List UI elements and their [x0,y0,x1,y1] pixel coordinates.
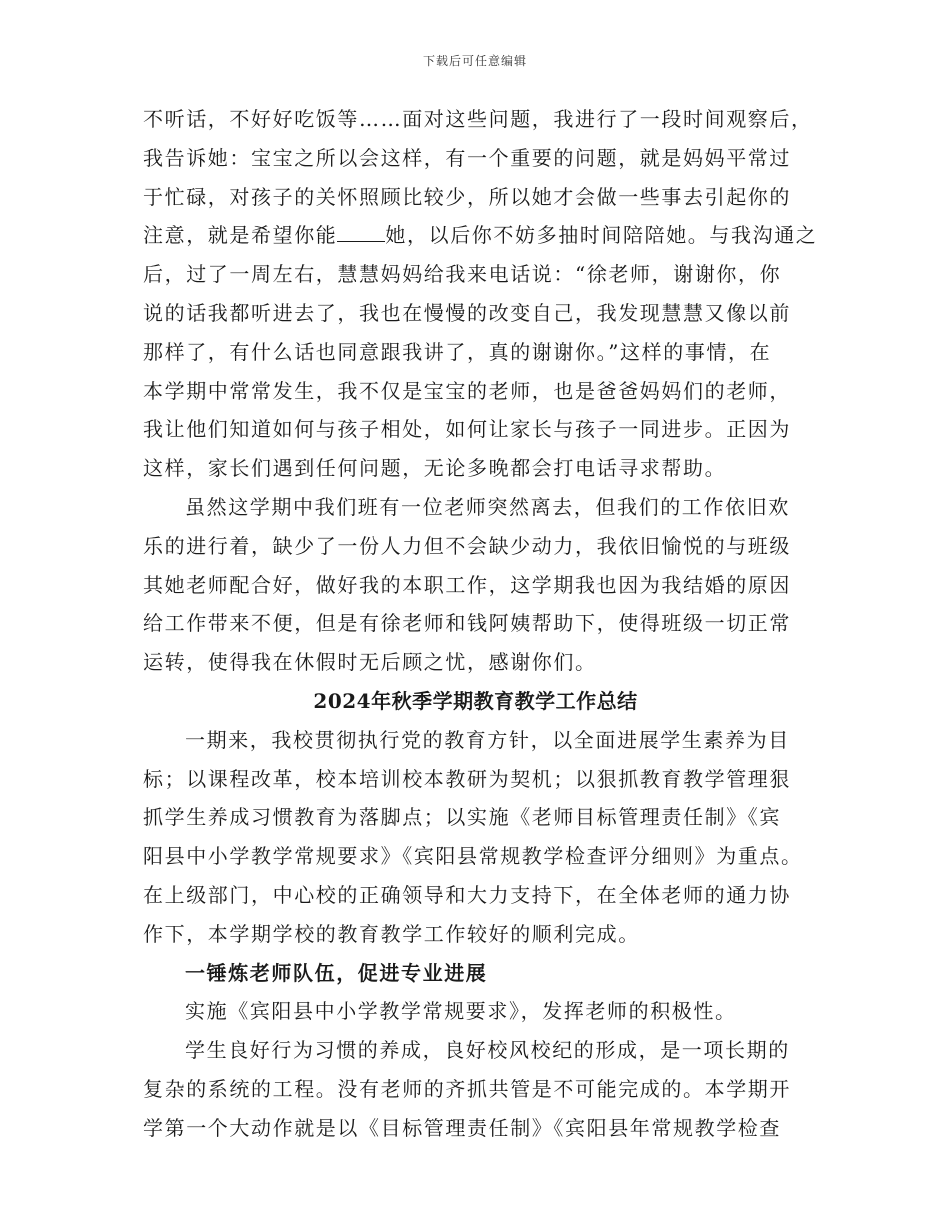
document-body [143,100,818,1148]
text-line: 于忙碌，对孩子的关怀照顾比较少，所以她才会做一些事去引起你的 [143,184,791,209]
paragraph-start-line: 虽然这学期中我们班有一位老师突然离去，但我们的工作依旧欢 [185,494,790,519]
page-header: 下载后可任意编辑 [422,54,527,68]
paragraph-start-line: 一期来，我校贯彻执行党的教育方针，以全面进展学生素养为目 [185,727,790,752]
section-title: 2024年秋季学期教育教学工作总结 [313,688,638,713]
fill-in-blank [337,217,385,242]
text-line: 这样，家长们遇到任何问题，无论多晚都会打电话寻求帮助。 [143,456,727,481]
text-line: 运转，使得我在休假时无后顾之忧，感谢你们。 [143,650,597,675]
text-line: 我告诉她：宝宝之所以会这样，有一个重要的问题，就是妈妈平常过 [143,145,791,170]
text-line: 给工作带来不便，但是有徐老师和钱阿姨帮助下，使得班级一切正常 [143,611,791,636]
paragraph-start-line: 实施《宾阳县中小学教学常规要求》，发挥老师的积极性。 [185,999,737,1024]
text-line: 抓学生养成习惯教育为落脚点；以实施《老师目标管理责任制》《宾 [143,805,781,830]
text-line: 标；以课程改革，校本培训校本教研为契机；以狠抓教育教学管理狠 [143,766,791,791]
text-line [143,216,818,255]
text-line: 阳县中小学教学常规要求》《宾阳县常规教学检查评分细则》为重点。 [143,844,803,869]
text-line: 乐的进行着，缺少了一份人力但不会缺少动力，我依旧愉悦的与班级 [143,533,791,558]
text-line: 学第一个大动作就是以《目标管理责任制》《宾阳县年常规教学检查 [143,1115,781,1140]
text-line: 复杂的系统的工程。没有老师的齐抓共管是不可能完成的。本学期开 [143,1076,791,1101]
text-line: 说的话我都听进去了，我也在慢慢的改变自己，我发现慧慧又像以前 [143,300,791,325]
text-line: 不听话，不好好吃饭等……面对这些问题，我进行了一段时间观察后， [143,107,813,131]
text-line: 后，过了一周左右，慧慧妈妈给我来电话说：“徐老师，谢谢你，你 [143,262,782,287]
text-line: 其她老师配合好，做好我的本职工作，这学期我也因为我结婚的原因 [143,572,791,597]
text-line: 那样了，有什么话也同意跟我讲了，真的谢谢你。”这样的事情，在 [143,339,772,364]
subsection-heading: 一锤炼老师队伍，促进专业进展 [185,960,488,985]
text-line: 本学期中常常发生，我不仅是宝宝的老师，也是爸爸妈妈们的老师， [143,378,791,403]
paragraph-start-line: 学生良好行为习惯的养成，良好校风校纪的形成，是一项长期的 [185,1038,790,1063]
text-line: 在上级部门，中心校的正确领导和大力支持下，在全体老师的通力协 [143,882,791,907]
text-line: 我让他们知道如何与孩子相处，如何让家长与孩子一同进步。正因为 [143,417,791,442]
text-line: 作下，本学期学校的教育教学工作较好的顺利完成。 [143,921,640,946]
text-segment: 注意，就是希望你能 [143,223,338,248]
text-segment: 她，以后你不妨多抽时间陪陪她。与我沟通之 [385,223,818,248]
